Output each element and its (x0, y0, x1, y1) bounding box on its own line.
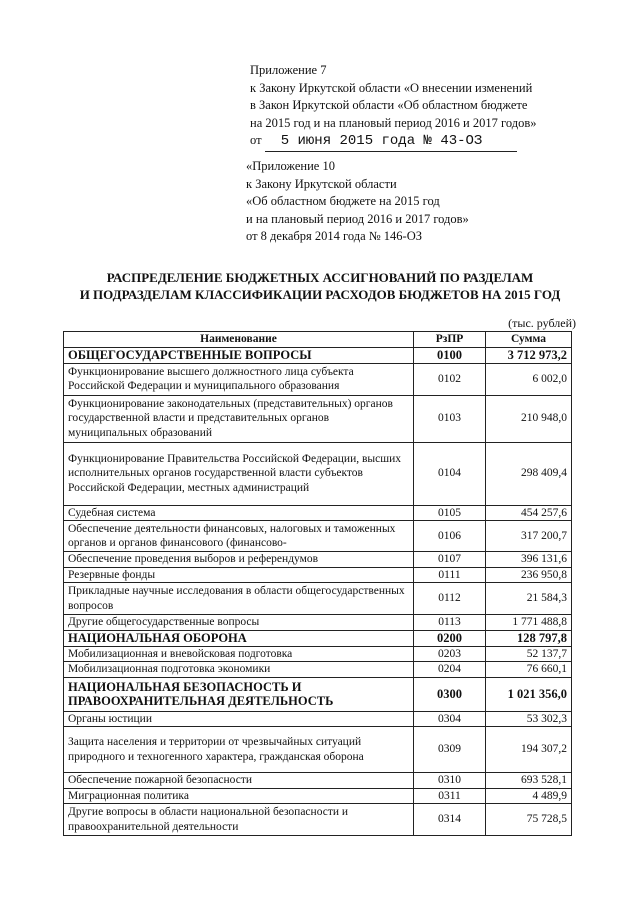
row-code: 0102 (414, 363, 486, 395)
row-sum: 236 950,8 (486, 567, 572, 583)
original-line: и на плановый период 2016 и 2017 годов» (246, 211, 469, 226)
row-name: Мобилизационная и вневойсковая подготовка (64, 646, 414, 662)
row-sum: 210 948,0 (486, 395, 572, 442)
row-code: 0310 (414, 773, 486, 789)
row-name: Органы юстиции (64, 711, 414, 727)
row-code: 0304 (414, 711, 486, 727)
row-sum: 298 409,4 (486, 442, 572, 505)
original-line: к Закону Иркутской области (246, 176, 397, 191)
row-code: 0111 (414, 567, 486, 583)
table-row (64, 804, 572, 836)
row-sum: 21 584,3 (486, 583, 572, 615)
row-name: Миграционная политика (64, 788, 414, 804)
row-name: ОБЩЕГОСУДАРСТВЕННЫЕ ВОПРОСЫ (64, 347, 414, 363)
budget-table (63, 331, 572, 836)
row-code: 0300 (414, 677, 486, 711)
row-code: 0311 (414, 788, 486, 804)
table-row (64, 347, 572, 363)
row-code: 0113 (414, 615, 486, 631)
table-row (64, 711, 572, 727)
original-header (246, 158, 469, 246)
row-name: Судебная система (64, 505, 414, 521)
row-sum: 52 137,7 (486, 646, 572, 662)
amendment-signature: 5 июня 2015 года № 43-ОЗ (265, 133, 517, 152)
amendment-line: к Закону Иркутской области «О внесении изменений (250, 80, 533, 95)
title-line-1: РАСПРЕДЕЛЕНИЕ БЮДЖЕТНЫХ АССИГНОВАНИЙ ПО РАЗДЕЛАМ (106, 270, 534, 285)
original-line: от 8 декабря 2014 года № 146-ОЗ (246, 229, 422, 243)
row-code: 0104 (414, 442, 486, 505)
row-sum: 128 797,8 (486, 630, 572, 646)
original-line: «Об областном бюджете на 2015 год (246, 194, 440, 208)
table-header-row (64, 332, 572, 348)
table-row (64, 646, 572, 662)
row-sum: 396 131,6 (486, 552, 572, 568)
amendment-prefix: от (250, 133, 262, 147)
row-sum: 1 021 356,0 (486, 677, 572, 711)
table-row (64, 567, 572, 583)
row-code: 0106 (414, 521, 486, 552)
header-code: РзПР (414, 332, 486, 348)
row-name: Мобилизационная подготовка экономики (64, 662, 414, 678)
row-sum: 76 660,1 (486, 662, 572, 678)
row-name: Обеспечение деятельности финансовых, налоговых и таможенных органов и органов финансового (финансово- (64, 521, 414, 552)
table-row (64, 615, 572, 631)
row-name: Другие вопросы в области национальной безопасности и правоохранительной деятельности (64, 804, 414, 836)
row-sum: 53 302,3 (486, 711, 572, 727)
row-sum: 317 200,7 (486, 521, 572, 552)
row-name: Функционирование законодательных (представительных) органов государственной власти и представительных органов муниципальных образований (64, 395, 414, 442)
row-code: 0314 (414, 804, 486, 836)
row-code: 0204 (414, 662, 486, 678)
row-name: НАЦИОНАЛЬНАЯ ОБОРОНА (64, 630, 414, 646)
table-row (64, 442, 572, 505)
row-sum: 194 307,2 (486, 727, 572, 773)
amendment-signature-line (250, 132, 536, 152)
header-sum: Сумма (486, 332, 572, 348)
amendment-header (250, 62, 536, 152)
table-row (64, 521, 572, 552)
unit-note: (тыс. рублей) (508, 316, 576, 330)
row-code: 0112 (414, 583, 486, 615)
table-row (64, 662, 572, 678)
row-name: Обеспечение пожарной безопасности (64, 773, 414, 789)
table-row (64, 727, 572, 773)
row-code: 0100 (414, 347, 486, 363)
row-code: 0200 (414, 630, 486, 646)
row-sum: 1 771 488,8 (486, 615, 572, 631)
row-name: Другие общегосударственные вопросы (64, 615, 414, 631)
table-row (64, 583, 572, 615)
amendment-line: в Закон Иркутской области «Об областном бюджете (250, 98, 528, 112)
row-name: Функционирование Правительства Российской Федерации, высших исполнительных органов государственной власти субъектов Российской Федерации, местных администраций (64, 442, 414, 505)
table-row (64, 773, 572, 789)
row-code: 0105 (414, 505, 486, 521)
row-code: 0309 (414, 727, 486, 773)
document-title (60, 269, 580, 303)
table-row (64, 552, 572, 568)
row-name: Защита населения и территории от чрезвычайных ситуаций природного и техногенного характера, гражданская оборона (64, 727, 414, 773)
row-code: 0203 (414, 646, 486, 662)
row-name: Резервные фонды (64, 567, 414, 583)
row-sum: 454 257,6 (486, 505, 572, 521)
table-row (64, 788, 572, 804)
amendment-line: на 2015 год и на плановый период 2016 и 2017 годов» (250, 115, 537, 130)
row-name: Прикладные научные исследования в области общегосударственных вопросов (64, 583, 414, 615)
row-sum: 4 489,9 (486, 788, 572, 804)
row-code: 0107 (414, 552, 486, 568)
row-sum: 6 002,0 (486, 363, 572, 395)
table-row (64, 363, 572, 395)
table-row (64, 395, 572, 442)
row-name: НАЦИОНАЛЬНАЯ БЕЗОПАСНОСТЬ И ПРАВООХРАНИТЕЛЬНАЯ ДЕЯТЕЛЬНОСТЬ (64, 677, 414, 711)
table-row (64, 677, 572, 711)
original-line: «Приложение 10 (246, 159, 335, 173)
row-name: Обеспечение проведения выборов и референдумов (64, 552, 414, 568)
row-sum: 3 712 973,2 (486, 347, 572, 363)
row-sum: 693 528,1 (486, 773, 572, 789)
header-name: Наименование (64, 332, 414, 348)
table-row (64, 505, 572, 521)
row-name: Функционирование высшего должностного лица субъекта Российской Федерации и муниципального образования (64, 363, 414, 395)
row-sum: 75 728,5 (486, 804, 572, 836)
amendment-line: Приложение 7 (250, 63, 327, 77)
title-line-2: И ПОДРАЗДЕЛАМ КЛАССИФИКАЦИИ РАСХОДОВ БЮДЖЕТОВ НА 2015 ГОД (79, 287, 561, 302)
table-row (64, 630, 572, 646)
row-code: 0103 (414, 395, 486, 442)
